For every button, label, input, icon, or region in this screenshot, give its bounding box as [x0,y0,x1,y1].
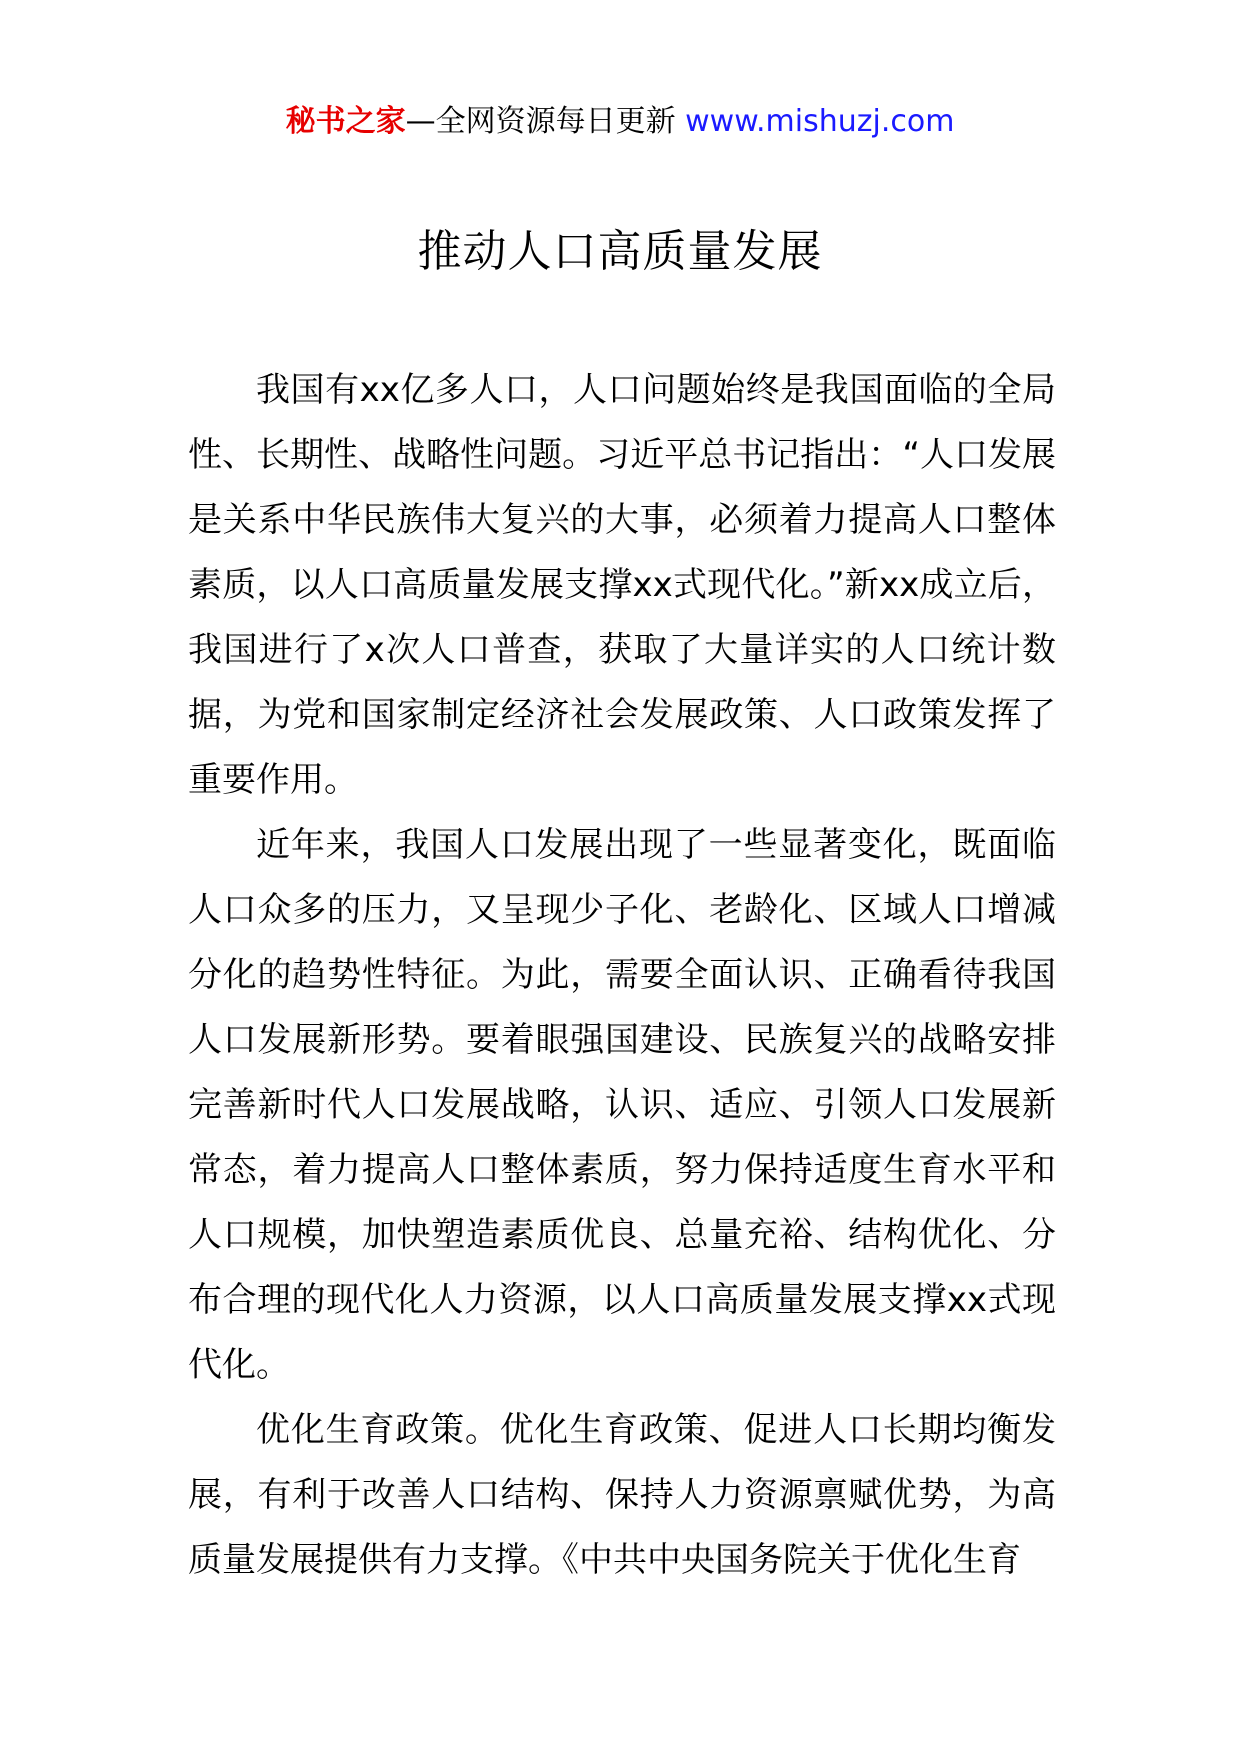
paragraph-3: 优化生育政策。优化生育政策、促进人口长期均衡发展，有利于改善人口结构、保持人力资源禀赋优势，为高质量发展提供有力支撑。《中共中央国务院关于优化生育 [188,1410,1056,1580]
paragraph-1: 我国有xx亿多人口，人口问题始终是我国面临的全局性、长期性、战略性问题。习近平总书记指出：“人口发展是关系中华民族伟大复兴的大事，必须着力提高人口整体素质，以人口高质量发展支撑xx式现代化。”新xx成立后，我国进行了x次人口普查，获取了大量详实的人口统计数据，为党和国家制定经济社会发展政策、人口政策发挥了重要作用。 [188,370,1056,800]
header-tagline: —全网资源每日更新 [405,104,676,139]
document-body [188,358,1056,1593]
paragraph-2: 近年来，我国人口发展出现了一些显著变化，既面临人口众多的压力，又呈现少子化、老龄化、区域人口增减分化的趋势性特征。为此，需要全面认识、正确看待我国人口发展新形势。要着眼强国建设、民族复兴的战略安排完善新时代人口发展战略，认识、适应、引领人口发展新常态，着力提高人口整体素质，努力保持适度生育水平和人口规模，加快塑造素质优良、总量充裕、结构优化、分布合理的现代化人力资源，以人口高质量发展支撑xx式现代化。 [188,825,1056,1385]
header-url-link[interactable]: www.mishuzj.com [685,104,955,139]
page-header [0,100,1240,144]
header-brand: 秘书之家 [285,104,406,139]
document-title: 推动人口高质量发展 [417,226,823,277]
